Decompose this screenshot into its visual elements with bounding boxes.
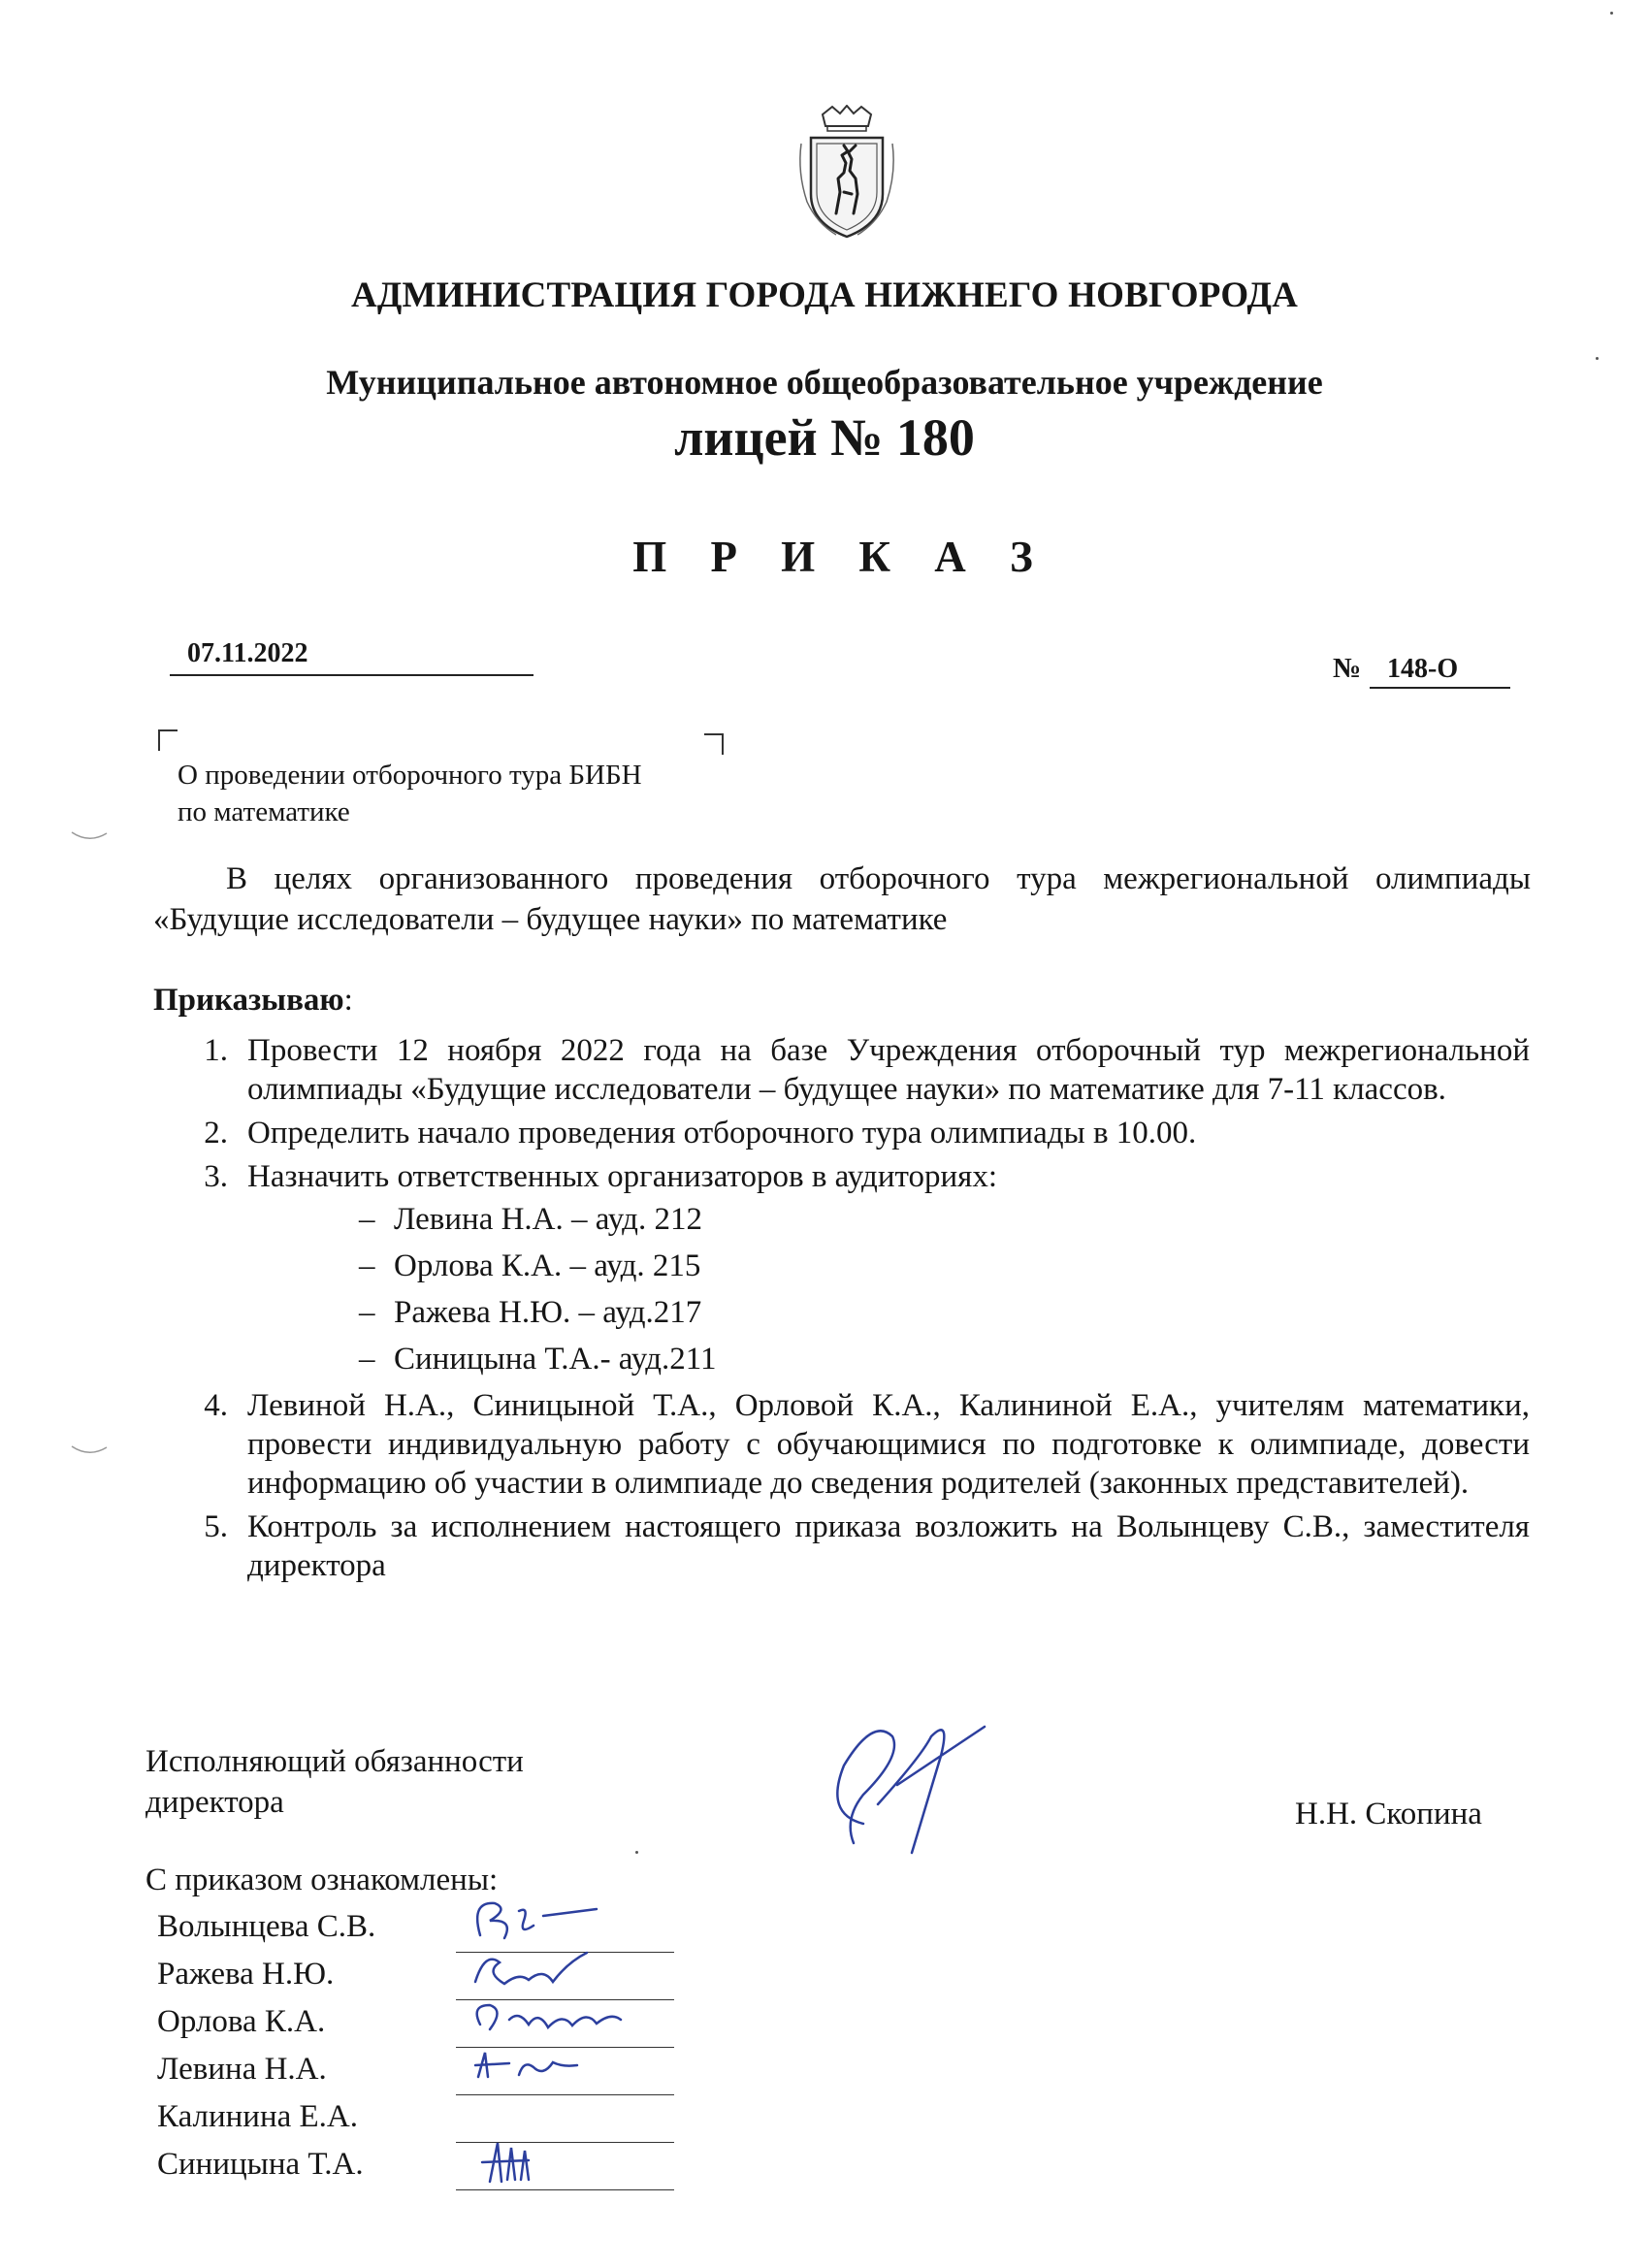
list-item-number: 3. xyxy=(204,1159,228,1194)
list-item-text: Провести 12 ноября 2022 года на базе Учреждения отборочный тур межрегиональной олимпиады «Будущие исследователи – будущее науки» по математике для 7-11 классов. xyxy=(247,1033,1530,1107)
sublist-dash: – xyxy=(359,1342,375,1377)
sublist-item xyxy=(359,1293,1530,1332)
order-date: 07.11.2022 xyxy=(187,638,308,668)
order-label-colon: : xyxy=(343,983,353,1018)
signatory-role-line-1: Исполняющий обязанности xyxy=(146,1744,524,1779)
ack-name: Орлова К.А. xyxy=(157,2004,326,2039)
order-label-text: Приказываю xyxy=(153,983,344,1018)
list-item-number: 2. xyxy=(204,1116,228,1150)
ack-name: Ражева Н.Ю. xyxy=(157,1957,335,1992)
ack-signature-line xyxy=(456,2094,674,2095)
signatory-role-line-2: директора xyxy=(146,1785,284,1820)
hole-punch-mark xyxy=(70,1443,109,1457)
order-items-list xyxy=(179,1031,1530,1590)
ack-signature-3 xyxy=(451,1991,674,2044)
number-sign: № xyxy=(1333,653,1362,684)
list-item-text: Левиной Н.А., Синицыной Т.А., Орловой К.А., Калининой Е.А., учителям математики, провести индивидуальную работу с обучающимися по подготовке к олимпиаде, довести информацию об участии в олимпиаде до сведения родителей (законных представителей). xyxy=(247,1388,1530,1501)
subject-line-2: по математике xyxy=(178,796,350,827)
sublist-dash: – xyxy=(359,1248,375,1283)
ack-name: Синицына Т.А. xyxy=(157,2147,364,2182)
institution-name: Муниципальное автономное общеобразовательное учреждение xyxy=(326,363,1323,402)
scan-speck xyxy=(635,1851,638,1854)
list-item-text: Назначить ответственных организаторов в аудиториях: xyxy=(247,1159,997,1194)
ack-signature-2 xyxy=(451,1943,674,1996)
order-label xyxy=(153,983,353,1019)
sublist-item xyxy=(359,1247,1530,1285)
list-item xyxy=(179,1114,1530,1152)
subject-corner-left xyxy=(158,729,178,751)
list-item-text: Контроль за исполнением настоящего приказа возложить на Волынцеву С.В., заместителя директора xyxy=(247,1509,1530,1583)
administration-title: АДМИНИСТРАЦИЯ ГОРОДА НИЖНЕГО НОВГОРОДА xyxy=(350,275,1299,315)
sublist-dash: – xyxy=(359,1295,375,1330)
ack-signature-1 xyxy=(451,1892,674,1945)
preamble-paragraph: В целях организованного проведения отборочного тура межрегиональной олимпиады «Будущие исследователи – будущее науки» по математике xyxy=(153,861,1531,937)
ack-name: Левина Н.А. xyxy=(157,2052,327,2087)
ack-name: Волынцева С.В. xyxy=(157,1909,376,1944)
scan-speck xyxy=(1610,12,1613,15)
list-item xyxy=(179,1507,1530,1585)
coat-of-arms-emblem xyxy=(793,105,900,241)
order-number: 148-О xyxy=(1387,654,1459,684)
list-item-number: 4. xyxy=(204,1388,228,1423)
hole-punch-mark xyxy=(70,829,109,843)
lyceum-name: лицей № 180 xyxy=(674,408,975,467)
ack-signature-4 xyxy=(451,2038,674,2091)
ack-signature-6 xyxy=(451,2133,674,2187)
ack-name: Калинина Е.А. xyxy=(157,2099,359,2134)
list-item-text: Определить начало проведения отборочного тура олимпиады в 10.00. xyxy=(247,1116,1197,1150)
scan-speck xyxy=(1596,357,1599,360)
sublist-item xyxy=(359,1340,1530,1378)
director-signature xyxy=(805,1698,999,1867)
subject-line-1: О проведении отборочного тура БИБН xyxy=(178,760,642,791)
document-type-title: П Р И К А З xyxy=(632,533,1050,581)
signatory-role xyxy=(146,1741,524,1823)
sublist-item-text: Левина Н.А. – ауд. 212 xyxy=(394,1202,702,1237)
order-subject xyxy=(178,757,642,830)
acknowledgement-title: С приказом ознакомлены: xyxy=(146,1863,499,1897)
number-field xyxy=(1370,648,1510,689)
signatory-name: Н.Н. Скопина xyxy=(1295,1797,1482,1831)
list-item xyxy=(179,1157,1530,1378)
list-item-number: 1. xyxy=(204,1033,228,1068)
sublist-item-text: Орлова К.А. – ауд. 215 xyxy=(394,1248,701,1283)
sublist-item-text: Синицына Т.А.- ауд.211 xyxy=(394,1342,717,1377)
list-item-number: 5. xyxy=(204,1509,228,1544)
auditorium-assignments xyxy=(247,1200,1530,1378)
list-item xyxy=(179,1386,1530,1503)
sublist-item-text: Ражева Н.Ю. – ауд.217 xyxy=(394,1295,702,1330)
sublist-dash: – xyxy=(359,1202,375,1237)
date-field xyxy=(170,635,534,676)
ack-signature-line xyxy=(456,2189,674,2190)
sublist-item xyxy=(359,1200,1530,1239)
subject-corner-right xyxy=(704,733,724,755)
list-item xyxy=(179,1031,1530,1109)
